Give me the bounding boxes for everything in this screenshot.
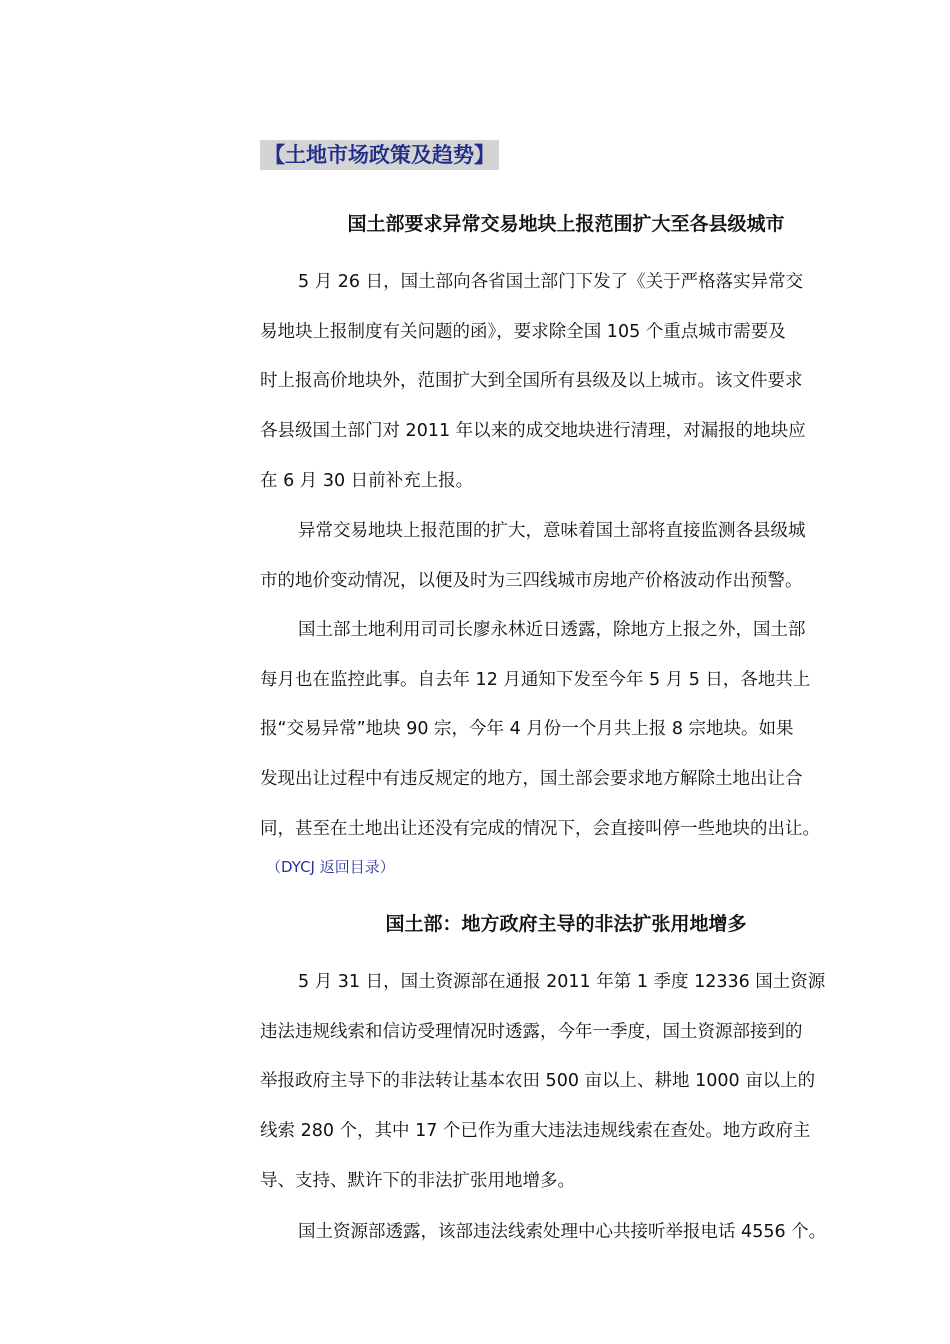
paragraph-line: 在 6 月 30 日前补充上报。 [260, 470, 474, 491]
paragraph-line: 报“交易异常”地块 90 宗，今年 4 月份一个月共上报 8 宗地块。如果 [260, 719, 794, 740]
paragraph-line: 发现出让过程中有违反规定的地方，国土部会要求地方解除土地出让合 [260, 769, 803, 790]
article-1-paragraph-1 [260, 258, 872, 507]
paragraph-line: 线索 280 个，其中 17 个已作为重大违法违规线索在查处。地方政府主 [260, 1121, 811, 1142]
article-1-paragraph-3 [260, 606, 872, 855]
paragraph-line: 易地块上报制度有关问题的函》，要求除全国 105 个重点城市需要及 [260, 321, 786, 342]
paragraph-line: 国土部土地利用司司长廖永林近日透露，除地方上报之外，国土部 [298, 620, 806, 640]
paragraph-line: 时上报高价地块外，范围扩大到全国所有县级及以上城市。该文件要求 [260, 371, 803, 392]
section-heading: 【土地市场政策及趋势】 [260, 140, 499, 170]
paragraph-line: 异常交易地块上报范围的扩大，意味着国土部将直接监测各县级城 [298, 521, 806, 541]
paragraph-line: 每月也在监控此事。自去年 12 月通知下发至今年 5 月 5 日，各地共上 [260, 669, 811, 690]
article-title-1: 国土部要求异常交易地块上报范围扩大至各县级城市 [347, 213, 785, 235]
paragraph-line: 5 月 31 日，国土资源部在通报 2011 年第 1 季度 12336 国土资源 [298, 972, 826, 992]
paragraph-line: 5 月 26 日，国土部向各省国土部门下发了《关于严格落实异常交 [298, 272, 804, 292]
paragraph-line: 举报政府主导下的非法转让基本农田 500 亩以上、耕地 1000 亩以上的 [260, 1071, 816, 1092]
article-1-paragraph-2 [260, 507, 872, 606]
paragraph-line: 各县级国土部门对 2011 年以来的成交地块进行清理，对漏报的地块应 [260, 421, 806, 442]
paragraph-line: 违法违规线索和信访受理情况时透露，今年一季度，国土资源部接到的 [260, 1021, 803, 1042]
paragraph-line: 国土资源部透露，该部违法线索处理中心共接听举报电话 4556 个。 [298, 1222, 827, 1242]
article-2-paragraph-1 [260, 958, 872, 1207]
return-to-contents-link[interactable]: （DYCJ 返回目录） [266, 858, 395, 876]
paragraph-line: 同，甚至在土地出让还没有完成的情况下，会直接叫停一些地块的出让。 [260, 818, 820, 839]
article-2-paragraph-2 [260, 1208, 872, 1258]
paragraph-line: 导、支持、默许下的非法扩张用地增多。 [260, 1170, 575, 1191]
article-title-2: 国土部：地方政府主导的非法扩张用地增多 [385, 913, 747, 935]
paragraph-line: 市的地价变动情况，以便及时为三四线城市房地产价格波动作出预警。 [260, 570, 803, 591]
